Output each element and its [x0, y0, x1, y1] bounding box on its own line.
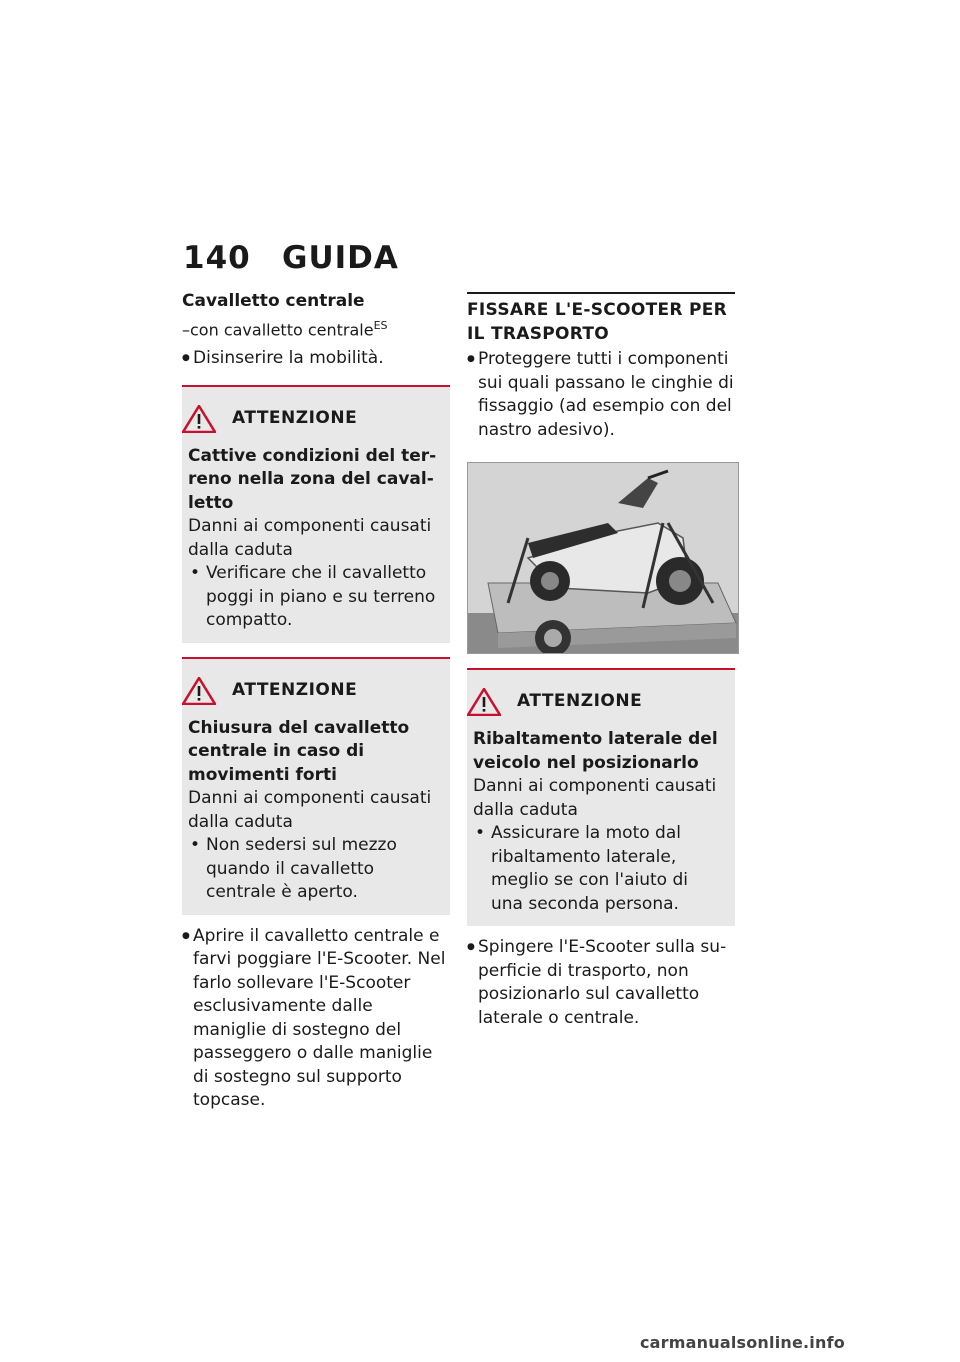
warning-triangle-icon: [467, 688, 501, 716]
left-column: [182, 290, 450, 1113]
warning-label: ATTENZIONE: [517, 691, 643, 712]
warning-consequence: Danni ai componenti causati dalla caduta: [188, 516, 432, 560]
watermark-text: carmanualsonline.info: [640, 1333, 845, 1352]
warning-label: ATTENZIONE: [232, 408, 358, 429]
warning-triangle-icon: [182, 405, 216, 433]
warning-action: • Verificare che il cavalletto poggi in piano e su terreno compatto.: [188, 562, 438, 633]
warning-label: ATTENZIONE: [232, 680, 358, 701]
warning-header: [176, 677, 438, 705]
scooter-trailer-photo: [467, 462, 739, 654]
instruction-step: ● Spingere l'E-Scooter sulla superficie di trasporto, non posizionarlo sul cavalletto laterale o centrale.: [467, 936, 735, 1030]
warning-header: [461, 688, 723, 716]
section-rule: [467, 292, 735, 294]
warning-action: • Non sedersi sul mezzo quando il cavalletto centrale è aperto.: [188, 834, 438, 905]
warning-consequence: Danni ai componenti causati dalla caduta: [188, 788, 432, 832]
subsection-heading: Cavalletto centrale: [182, 291, 365, 311]
warning-title: Cattive condizioni del terreno nella zona del cavalletto: [188, 445, 437, 513]
warning-header: [176, 405, 438, 433]
instruction-step: ● Disinserire la mobilità.: [182, 347, 450, 371]
scooter-trailer-illustration: [468, 463, 738, 653]
warning-box: [467, 668, 735, 926]
instruction-step: ● Aprire il cavalletto centrale e farvi poggiare l'E-Scooter. Nel farlo sollevare l'E-Scooter esclusivamente dalle maniglie di sostegno del passeggero o dalle maniglie di sostegno sul supporto topcase.: [182, 925, 450, 1113]
instruction-step: ● Proteggere tutti i componenti sui quali passano le cinghie di fissaggio (ad esempio con del nastro adesivo).: [467, 348, 735, 442]
equipment-note: [182, 314, 450, 342]
section-title: GUIDA: [282, 240, 399, 276]
warning-action: • Assicurare la moto dal ribaltamento laterale, meglio se con l'aiuto di una seconda persona.: [473, 822, 723, 916]
page-number: 140: [183, 240, 251, 276]
warning-box: [182, 385, 450, 643]
equipment-note-text: –con cavalletto centrale: [182, 319, 374, 339]
warning-title: Chiusura del cavalletto centrale in caso di movimenti forti: [188, 717, 410, 785]
equipment-note-sup: ES: [373, 318, 388, 332]
warning-title: Ribaltamento laterale del veicolo nel posizionarlo: [473, 729, 718, 773]
warning-box: [182, 657, 450, 915]
section-heading: FISSARE L'E-SCOOTER PER IL TRASPORTO: [467, 300, 728, 344]
right-column: [467, 292, 735, 1030]
warning-triangle-icon: [182, 677, 216, 705]
warning-consequence: Danni ai componenti causati dalla caduta: [473, 776, 717, 820]
